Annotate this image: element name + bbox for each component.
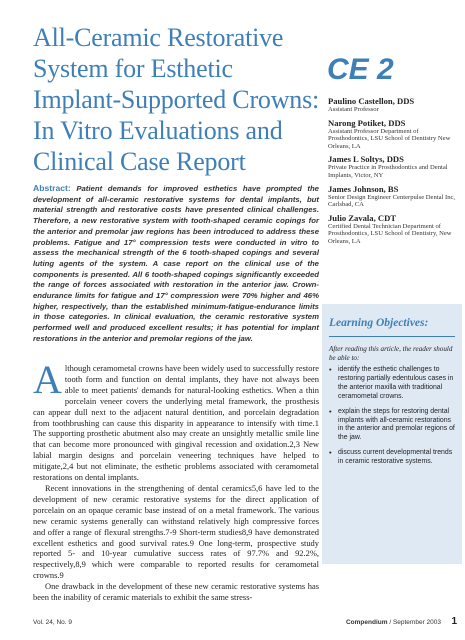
author-name: Narong Potiket, DDS (328, 117, 406, 128)
learning-objective-item: • discuss current developmental trends in ceramic restorative systems. (329, 449, 455, 467)
author-name: James Johnson, BS (328, 183, 399, 194)
author-affiliation: Assistant Professor Department of Prosthodontics, LSU School of Dentistry New Orleans, LA (328, 127, 451, 150)
learning-objective-item: • identify the esthetic challenges to restoring partially edentulous cases in the anterior maxilla with traditional ceramometal crowns. (329, 366, 455, 402)
volume-info: Vol. 24, No. 9 (33, 619, 73, 626)
author-entry (328, 184, 458, 209)
learning-objectives-box (322, 304, 462, 564)
learning-objectives-heading: Learning Objectives: (329, 317, 429, 329)
author-name: Julio Zavala, CDT (328, 212, 397, 223)
page-footer (33, 617, 457, 629)
abstract (33, 183, 319, 345)
ce-credit-label: CE 2 (327, 53, 394, 86)
title-line: Clinical Case Report (33, 147, 246, 176)
author-entry (328, 213, 458, 246)
author-entry (328, 154, 458, 179)
page-number: 1 (451, 616, 457, 627)
drop-cap: A (33, 357, 62, 402)
issue-date: September 2003 (392, 619, 441, 626)
article-title (33, 22, 323, 177)
body-paragraph: Recent innovations in the strengthening of dental ceramics5,6 have led to the development of new ceramic restorative systems for the direct application of porcelain on an opaque ceramic base instead of on a metal framework. The various new ceramic systems generally can withstand relatively high compressive forces and offer a range of flexural strengths.7-9 Short-term studies8,9 have demonstrated excellent esthetics and good survival rates.9 One long-term, prospective study reported 5- and 10-year cumulative success rates of 97.7% and 92.2%, respectively,8,9 which were comparable to reported results for ceramometal crowns.9 (33, 482, 319, 581)
abstract-label: Abstract: (33, 183, 71, 193)
author-name: Paulino Castellon, DDS (328, 96, 415, 106)
author-affiliation: Private Practice in Prosthodontics and Dental Implants, Victor, NY (328, 164, 448, 179)
author-entry (328, 96, 458, 114)
author-list (328, 96, 458, 250)
author-affiliation: Certified Dental Technician Department of Prosthodontics, LSU School of Dentistry, New Orleans, LA (328, 222, 452, 245)
article-body (33, 357, 319, 603)
title-line: Implant-Supported Crowns: (33, 85, 320, 114)
author-name: James L Soltys, DDS (328, 154, 404, 165)
body-paragraph (33, 357, 319, 483)
author-affiliation: Assistant Professor (328, 106, 379, 113)
body-paragraph: One drawback in the development of these new ceramic restorative systems has been the inability of ceramic materials to exhibit the same stress- (33, 581, 319, 603)
title-line: System for Esthetic (33, 54, 233, 83)
title-line: All-Ceramic Restorative (33, 23, 284, 52)
abstract-text: Patient demands for improved esthetics have prompted the development of all-ceramic restorative systems for dental implants, but material strength and restorative costs have presented clinical challenges. Therefore, a new restorative system with tooth-shaped ceramic copings for the anterior and premolar jaw regions has been introduced to address these problems. Fatigue and 17° compression tests were conducted in vitro to assess the mechanical strength of the 6 tooth-shaped copings and several luting agents of the system. A case report on the clinical use of the components is presented. All 6 tooth-shaped copings significantly exceeded the range of forces associated with restoration in the anterior jaw. Crown-endurance limits for fatigue and 17° compression were 70% higher and 46% higher, respectively, than the established minimum-fatigue-endurance limits in those categories. In clinical evaluation, the ceramic restorative system performed well and produced excellent results; it has potential for implant restorations in the anterior and premolar regions of the jaw. (33, 184, 319, 343)
learning-objectives-intro: After reading this article, the reader should be able to: (329, 345, 453, 362)
body-paragraph-text: lthough ceramometal crowns have been widely used to successfully restore tooth form and function on dental implants, they have not always been able to meet patients' demands for natural-looking esthetics. When a thin porcelain veneer covers the underlying metal framework, the prosthesis can appear dull next to the adjacent natural dentition, and porcelain degradation from toothbrushing can cause this disparity in appearance to intensify with time.1 The supporting prosthetic abutment also may create an unsightly metallic smile line that can become more pronounced with gingival recession and oxidation.2,3 New labial margin designs and porcelain veneering techniques have helped to mitigate,2,4 but not eliminate, the esthetic problems associated with ceramometal restorations on dental implants. (33, 363, 319, 483)
learning-objectives-list (322, 366, 462, 467)
journal-info: Compendium / September 2003 (345, 619, 441, 626)
author-affiliation: Senior Design Engineer Centerpulse Dental Inc, Carlsbad, CA (328, 193, 456, 209)
author-entry (328, 118, 458, 151)
journal-name: Compendium (345, 619, 388, 626)
title-line: In Vitro Evaluations and (33, 116, 283, 145)
divider (329, 336, 455, 337)
learning-objective-item: • explain the steps for restoring dental implants with all-ceramic restorations in the anterior and premolar regions of the jaw. (329, 408, 455, 444)
